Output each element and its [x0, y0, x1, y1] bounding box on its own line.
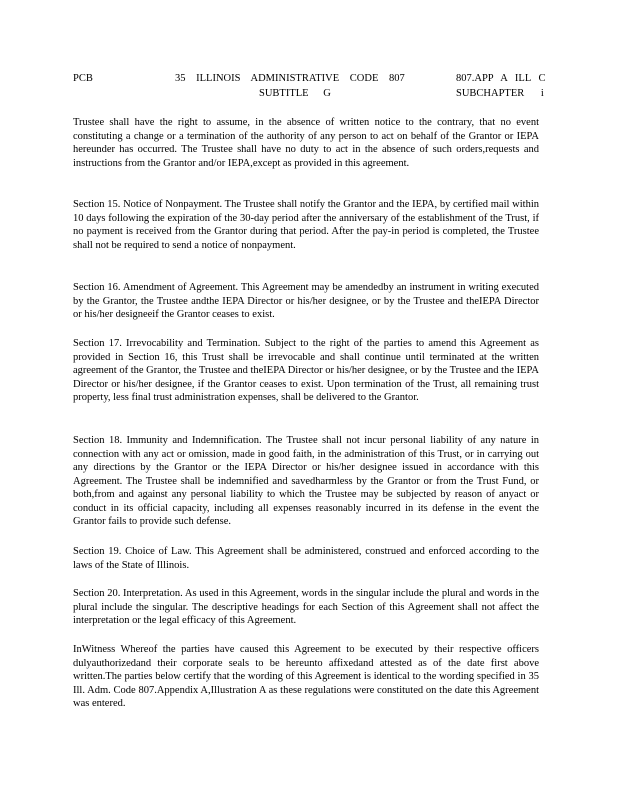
paragraph-section-16: Section 16. Amendment of Agreement. This Agreement may be amendedby an instrument in writing executed by the Grantor, the Trustee andthe IEPA Director or his/her designee, or by the Trustee and theIEPA Director or his/her designeeif the Grantor ceases to exist.: [73, 282, 539, 320]
header-subtitle: SUBTITLE G: [259, 88, 331, 99]
paragraph-in-witness: InWitness Whereof the parties have caused this Agreement to be executed by their respective officers dulyauthorizedand their corporate seals to be hereunto affixedand attested as of the date first above written.The parties below certify that the wording of this Agreement is identical to the wording specified in 35 Ill. Adm. Code 807.Appendix A,Illustration A as these regulations were constituted on the date this Agreement was entered.: [73, 644, 539, 709]
header-right: 807.APP A ILL C: [456, 73, 546, 84]
paragraph-section-19: Section 19. Choice of Law. This Agreement shall be administered, construed and enforced according to the laws of the State of Illinois.: [73, 546, 539, 571]
paragraph-section-18: Section 18. Immunity and Indemnification. The Trustee shall not incur personal liability of any nature in connection with any act or omission, made in good faith, in the administration of this Trust, or in carrying out any directions by the Grantor or the IEPA Director or his/her designee issued in accordance with this Agreement. The Trustee shall be indemnified and savedharmless by the Grantor or from the Trust Fund, or both,from and against any personal liability to which the Trustee may be subjected by reason of anyact or conduct in its official capacity, including all expenses reasonably incurred in its defense in the event the Grantor fails to provide such defense.: [73, 435, 539, 527]
header-title: 35 ILLINOIS ADMINISTRATIVE CODE 807: [175, 73, 405, 84]
header-left: PCB: [73, 73, 93, 84]
paragraph-section-17: Section 17. Irrevocability and Termination. Subject to the right of the parties to amend this Agreement as provided in Section 16, this Trust shall be irrevocable and shall continue until terminated at the written agreement of the Grantor, the Trustee and theIEPA Director or his/her designee, or by the Trustee and the IEPA Director or his/her designee, if the Grantor ceases to exist. Upon termination of the Trust, all remaining trust property, less final trust administration expenses, shall be delivered to the Grantor.: [73, 338, 539, 403]
paragraph-section-15: Section 15. Notice of Nonpayment. The Trustee shall notify the Grantor and the IEPA, by certified mail within 10 days following the expiration of the 30-day period after the anniversary of the establishment of the Trust, if no payment is received from the Grantor during that period. After the pay-in period is completed, the Trustee shall not be required to send a notice of nonpayment.: [73, 199, 539, 251]
paragraph-trustee-rights: Trustee shall have the right to assume, in the absence of written notice to the contrary, that no event constituting a change or a termination of the authority of any person to act on behalf of the Grantor or IEPA hereunder has occurred. The Trustee shall have no duty to act in the absence of such orders,requests and instructions from the Grantor and/or IEPA,except as provided in this agreement.: [73, 117, 539, 169]
header-subchapter: SUBCHAPTER i: [456, 88, 544, 99]
paragraph-section-20: Section 20. Interpretation. As used in this Agreement, words in the singular include the plural and words in the plural include the singular. The descriptive headings for each Section of this Agreement shall not affect the interpretation or the legal efficacy of this Agreement.: [73, 588, 539, 626]
